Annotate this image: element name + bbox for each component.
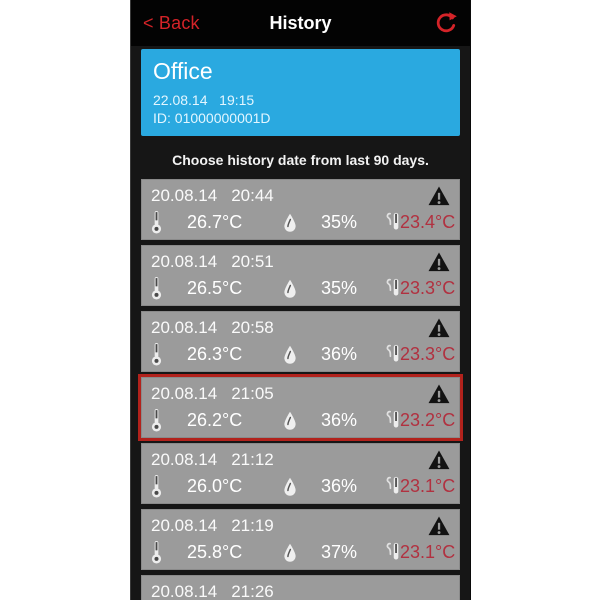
indoor-temp-value: 26.5°C [187,277,243,298]
history-row[interactable] [141,311,460,372]
probe-temp-value: 23.4°C [400,211,456,232]
indoor-thermometer-icon [151,276,162,300]
indoor-thermometer-icon [151,342,162,366]
warning-triangle-icon [428,384,450,404]
device-time: 19:15 [219,92,255,108]
probe-temp-value: 23.1°C [400,475,456,496]
history-row[interactable] [141,443,460,504]
row-time: 20:44 [231,186,274,205]
history-row[interactable] [141,377,460,438]
warning-triangle-icon [428,450,450,470]
row-date: 20.08.14 [151,384,218,403]
probe-temp-value: 23.3°C [400,343,456,364]
row-date: 20.08.14 [151,186,218,205]
indoor-temp-value: 26.7°C [187,211,243,232]
row-time: 21:12 [231,450,274,469]
app-screen [130,0,471,600]
device-date: 22.08.14 [153,92,208,108]
indoor-thermometer-icon [151,540,162,564]
history-row[interactable] [141,509,460,570]
humidity-value: 36% [321,475,358,496]
refresh-icon[interactable] [434,11,458,35]
row-time: 20:51 [231,252,274,271]
indoor-temp-value: 26.0°C [187,475,243,496]
history-list [131,179,470,600]
humidity-droplet-icon [283,345,297,364]
hint-text: Choose history date from last 90 days. [172,152,429,168]
device-name: Office [153,58,213,84]
history-row[interactable] [141,245,460,306]
row-time: 20:58 [231,318,274,337]
row-date: 20.08.14 [151,318,218,337]
row-time: 21:05 [231,384,274,403]
humidity-droplet-icon [283,411,297,430]
probe-thermometer-icon [385,344,400,364]
humidity-value: 35% [321,211,358,232]
history-row[interactable] [141,575,460,600]
humidity-droplet-icon [283,543,297,562]
probe-thermometer-icon [385,212,400,232]
warning-triangle-icon [428,318,450,338]
probe-thermometer-icon [385,476,400,496]
navigation-bar [131,0,470,46]
humidity-value: 37% [321,541,358,562]
row-date: 20.08.14 [151,252,218,271]
device-card[interactable] [141,49,460,136]
row-date: 20.08.14 [151,516,218,535]
history-row[interactable] [141,179,460,240]
indoor-thermometer-icon [151,474,162,498]
row-date: 20.08.14 [151,450,218,469]
probe-thermometer-icon [385,410,400,430]
humidity-value: 36% [321,409,358,430]
humidity-droplet-icon [283,279,297,298]
device-id: ID: 01000000001D [153,110,271,126]
warning-triangle-icon [428,516,450,536]
indoor-temp-value: 26.2°C [187,409,243,430]
probe-temp-value: 23.2°C [400,409,456,430]
indoor-thermometer-icon [151,210,162,234]
warning-triangle-icon [428,186,450,206]
row-date: 20.08.14 [151,582,218,600]
indoor-thermometer-icon [151,408,162,432]
row-time: 21:26 [231,582,274,600]
indoor-temp-value: 25.8°C [187,541,243,562]
humidity-value: 36% [321,343,358,364]
probe-thermometer-icon [385,278,400,298]
probe-temp-value: 23.3°C [400,277,456,298]
device-datetime [153,91,448,109]
warning-triangle-icon [428,252,450,272]
row-time: 21:19 [231,516,274,535]
humidity-value: 35% [321,277,358,298]
probe-thermometer-icon [385,542,400,562]
page-title: History [269,12,332,33]
probe-temp-value: 23.1°C [400,541,456,562]
humidity-droplet-icon [283,213,297,232]
back-button[interactable]: < Back [143,12,200,33]
indoor-temp-value: 26.3°C [187,343,243,364]
humidity-droplet-icon [283,477,297,496]
